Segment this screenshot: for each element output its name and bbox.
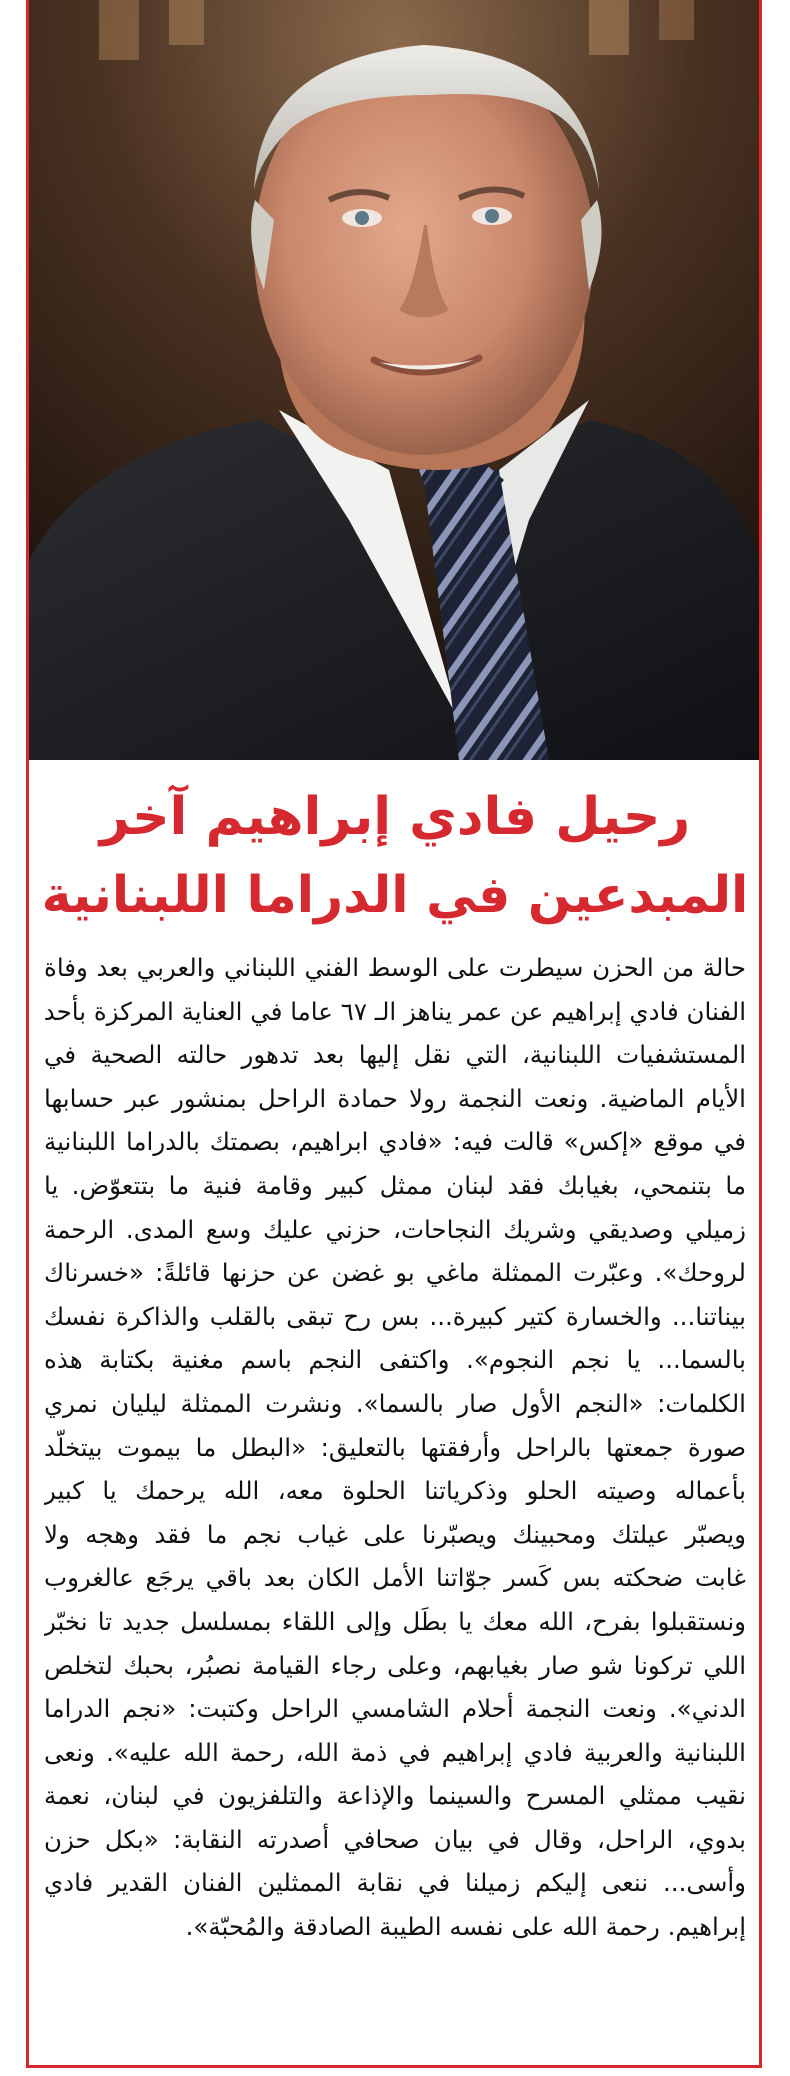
portrait-photo-image (29, 0, 759, 760)
body-line: اللبنانية والعربية فادي إبراهيم في ذمة الله، رحمة الله عليه». ونعى (44, 1737, 746, 1767)
body-line: بالسما... يا نجم النجوم». واكتفى النجم باسم مغنية بكتابة هذه (44, 1345, 746, 1375)
body-line: ونستقبلوا بفرح، الله معك يا بطَل وإلى اللقاء بمسلسل جديد تا نخبّر (44, 1606, 746, 1636)
body-line: غابت ضحكته بس كَسر جوّاتنا الأمل الكان بعد باقي يرجَع عالغروب (44, 1563, 746, 1593)
body-line: صورة جمعتها بالراحل وأرفقتها بالتعليق: «البطل ما بيموت بيتخلّد (44, 1432, 746, 1462)
body-line: بيناتنا... والخسارة كتير كبيرة... بس رح تبقى بالقلب والذاكرة نفسك (44, 1301, 746, 1331)
body-line: الدني». ونعت النجمة أحلام الشامسي الراحل وكتبت: «نجم الدراما (44, 1694, 746, 1724)
body-line: ويصبّر عيلتك ومحبينك ويصبّرنا على غياب نجم ما فقد وهجه ولا (44, 1519, 746, 1549)
body-line: وأسى... ننعى إليكم زميلنا في نقابة الممثلين الفنان القدير فادي (44, 1868, 746, 1898)
body-line: المستشفيات اللبنانية، التي نقل إليها بعد تدهور حالته الصحية في (44, 1040, 746, 1070)
article-headline (40, 778, 750, 934)
body-line: بدوي، الراحل، وقال في بيان صحافي أصدرته النقابة: «بكل حزن (44, 1824, 746, 1854)
body-line: زميلي وصديقي وشريك النجاحات، حزني عليك وسع المدى. الرحمة (44, 1214, 746, 1244)
body-line: نقيب ممثلي المسرح والسينما والإذاعة والتلفزيون في لبنان، نعمة (44, 1781, 746, 1811)
body-line: الفنان فادي إبراهيم عن عمر يناهز الـ ٦٧ عاما في العناية المركزة بأحد (44, 996, 746, 1026)
body-line: ما بتنمحي، بغيابك فقد لبنان ممثل كبير وقامة فنية ما بتتعوّض. يا (44, 1170, 746, 1200)
body-line: الأيام الماضية. ونعت النجمة رولا حمادة الراحل بمنشور عبر حسابها (44, 1083, 746, 1113)
article-body (44, 946, 746, 1949)
portrait-photo (29, 0, 759, 760)
body-line: في موقع «إكس» قالت فيه: «فادي ابراهيم، بصمتك بالدراما اللبنانية (44, 1127, 746, 1157)
body-line: إبراهيم. رحمة الله على نفسه الطيبة الصادقة والمُحبّة». (185, 1912, 746, 1942)
headline-line-1: رحيل فادي إبراهيم آخر (99, 787, 691, 847)
body-line: لروحك». وعبّرت الممثلة ماغي بو غضن عن حزنها قائلةً: «خسرناك (44, 1258, 746, 1288)
body-line: الكلمات: «النجم الأول صار بالسما». ونشرت الممثلة ليليان نمري (44, 1388, 746, 1418)
body-line: حالة من الحزن سيطرت على الوسط الفني اللبناني والعربي بعد وفاة (44, 953, 746, 982)
body-line: اللي تركونا شو صار بغيابهم، وعلى رجاء القيامة نصبُر، بحبك لتخلص (44, 1650, 746, 1680)
body-line: بأعماله وصيته الحلو وذكرياتنا الحلوة معه، الله يرحمك يا كبير (44, 1476, 746, 1506)
headline-line-2: المبدعين في الدراما اللبنانية (41, 865, 749, 924)
